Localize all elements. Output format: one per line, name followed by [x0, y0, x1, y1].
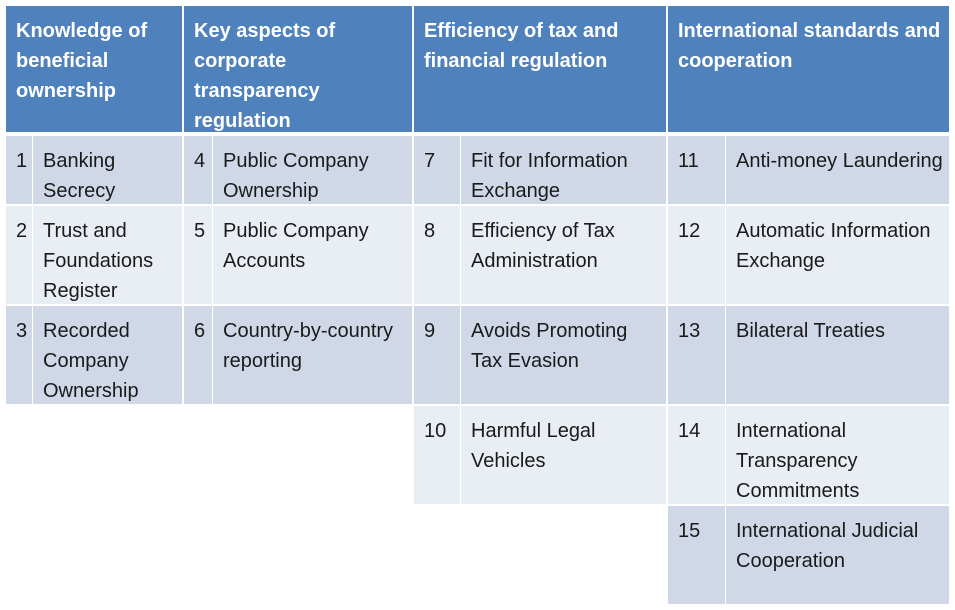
item-public-company-ownership: Public Company Ownership: [213, 136, 412, 204]
item-number: 3: [6, 306, 32, 404]
header-tax-financial-regulation: Efficiency of tax and financial regulation: [414, 6, 666, 132]
item-international-transparency-commitments: International Transparency Commitments: [726, 406, 949, 504]
item-number: 12: [668, 206, 725, 304]
item-efficiency-of-tax-administration: Efficiency of Tax Administration: [461, 206, 666, 304]
item-number: 15: [668, 506, 725, 604]
item-trust-foundations-register: Trust and Foundations Register: [33, 206, 182, 304]
item-number: 8: [414, 206, 460, 304]
item-harmful-legal-vehicles: Harmful Legal Vehicles: [461, 406, 666, 504]
header-international-standards: International standards and cooperation: [668, 6, 949, 132]
item-banking-secrecy: Banking Secrecy: [33, 136, 182, 204]
item-international-judicial-cooperation: International Judicial Cooperation: [726, 506, 949, 604]
header-corporate-transparency: Key aspects of corporate transparency regulation: [184, 6, 412, 132]
item-number: 13: [668, 306, 725, 404]
item-anti-money-laundering: Anti-money Laundering: [726, 136, 949, 204]
item-number: 9: [414, 306, 460, 404]
item-automatic-information-exchange: Automatic Information Exchange: [726, 206, 949, 304]
item-fit-for-information-exchange: Fit for Information Exchange: [461, 136, 666, 204]
item-recorded-company-ownership: Recorded Company Ownership: [33, 306, 182, 404]
item-public-company-accounts: Public Company Accounts: [213, 206, 412, 304]
item-number: 4: [184, 136, 212, 204]
item-number: 5: [184, 206, 212, 304]
item-number: 11: [668, 136, 725, 204]
item-number: 7: [414, 136, 460, 204]
item-number: 14: [668, 406, 725, 504]
item-avoids-promoting-tax-evasion: Avoids Promoting Tax Evasion: [461, 306, 666, 404]
item-number: 1: [6, 136, 32, 204]
item-bilateral-treaties: Bilateral Treaties: [726, 306, 949, 404]
item-country-by-country-reporting: Country-by-country reporting: [213, 306, 412, 404]
item-number: 10: [414, 406, 460, 504]
item-number: 2: [6, 206, 32, 304]
header-beneficial-ownership: Knowledge of beneficial ownership: [6, 6, 182, 132]
item-number: 6: [184, 306, 212, 404]
